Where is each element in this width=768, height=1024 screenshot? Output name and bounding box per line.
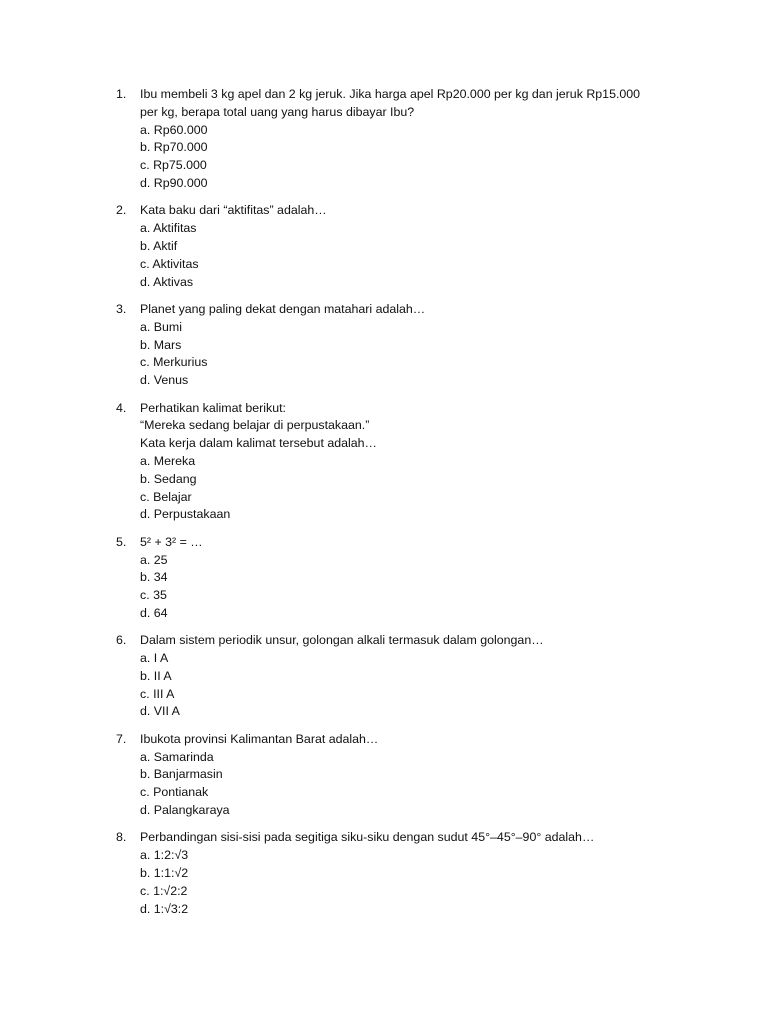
answer-option: d. Aktivas	[140, 274, 194, 289]
answer-option: b. Banjarmasin	[140, 767, 223, 782]
answer-option: d. 1:√3:2	[140, 901, 189, 916]
answer-option: c. Merkurius	[140, 355, 208, 370]
answer-option: c. 1:√2:2	[140, 883, 188, 898]
answer-option: a. Aktifitas	[140, 221, 197, 236]
answer-option: a. Mereka	[140, 453, 196, 468]
answer-option: d. Palangkaraya	[140, 803, 230, 818]
answer-option: c. 35	[140, 588, 167, 603]
answer-option: b. Sedang	[140, 471, 197, 486]
question-number: 2.	[116, 203, 127, 218]
question-text: Kata baku dari “aktifitas” adalah…	[140, 203, 327, 218]
question-text: Ibu membeli 3 kg apel dan 2 kg jeruk. Jika harga apel Rp20.000 per kg dan jeruk Rp15.000	[140, 87, 641, 101]
answer-option: a. I A	[140, 651, 169, 666]
question-item	[116, 632, 676, 721]
answer-option: b. Aktif	[140, 238, 178, 253]
answer-option: b. 34	[140, 570, 168, 585]
question-text: Dalam sistem periodik unsur, golongan alkali termasuk dalam golongan…	[140, 633, 544, 648]
question-number: 5.	[116, 534, 127, 549]
question-item	[116, 829, 676, 918]
question-item	[116, 534, 676, 623]
question-number: 6.	[116, 633, 127, 648]
question-item	[116, 400, 676, 525]
answer-option: d. 64	[140, 605, 168, 620]
question-item	[116, 202, 676, 291]
answer-option: d. VII A	[140, 704, 180, 719]
answer-option: d. Rp90.000	[140, 175, 208, 190]
question-text: Ibukota provinsi Kalimantan Barat adalah…	[140, 731, 379, 746]
answer-option: b. II A	[140, 668, 172, 683]
question-number: 3.	[116, 301, 127, 316]
question-item	[116, 86, 676, 193]
question-text: Perbandingan sisi-sisi pada segitiga siku-siku dengan sudut 45°–45°–90° adalah…	[140, 830, 595, 845]
answer-option: d. Perpustakaan	[140, 507, 231, 522]
answer-option: c. III A	[140, 686, 175, 701]
question-number: 4.	[116, 400, 127, 415]
answer-option: b. 1:1:√2	[140, 866, 189, 881]
question-number: 1.	[116, 87, 127, 101]
quoted-sentence: “Mereka sedang belajar di perpustakaan.”	[140, 418, 370, 433]
question-list	[116, 86, 676, 928]
question-text: per kg, berapa total uang yang harus dibayar Ibu?	[140, 104, 415, 119]
question-text: Perhatikan kalimat berikut:	[140, 400, 287, 415]
answer-option: a. Rp60.000	[140, 122, 208, 137]
answer-option: a. 25	[140, 552, 168, 567]
question-number: 8.	[116, 830, 127, 845]
question-number: 7.	[116, 731, 127, 746]
answer-option: c. Pontianak	[140, 785, 209, 800]
answer-option: c. Aktivitas	[140, 256, 199, 271]
question-item	[116, 731, 676, 820]
question-text: Planet yang paling dekat dengan matahari adalah…	[140, 301, 426, 316]
question-text: 5² + 3² = …	[140, 534, 203, 549]
answer-option: a. 1:2:√3	[140, 848, 189, 863]
question-text: Kata kerja dalam kalimat tersebut adalah…	[140, 436, 377, 451]
answer-option: c. Belajar	[140, 489, 192, 504]
answer-option: c. Rp75.000	[140, 158, 207, 173]
answer-option: b. Rp70.000	[140, 140, 208, 155]
answer-option: a. Samarinda	[140, 749, 214, 764]
answer-option: d. Venus	[140, 373, 189, 388]
question-item	[116, 301, 676, 390]
answer-option: a. Bumi	[140, 319, 183, 334]
answer-option: b. Mars	[140, 337, 182, 352]
